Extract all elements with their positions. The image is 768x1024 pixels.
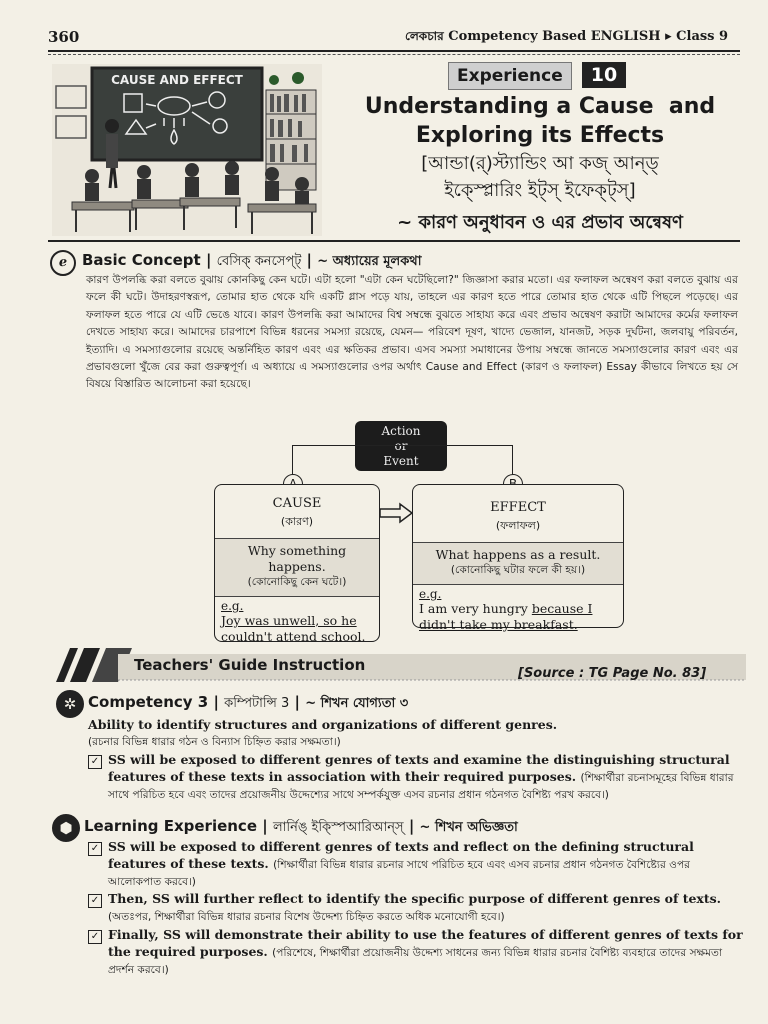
learning-experience-icon: ⬢ bbox=[52, 814, 80, 842]
arrow-right-icon bbox=[378, 502, 414, 524]
learning-experience-en: Learning Experience bbox=[84, 817, 257, 835]
cause-desc-1: Why something bbox=[247, 543, 347, 558]
cause-description bbox=[215, 538, 379, 597]
competency-item-bn: (শিক্ষার্থীরা রচনাসমূহের বিভিন্ন ধারার সাথে পরিচিত হবে এবং তাদের প্রয়োজনীয় উদ্দেশ্যের সাথে সম্পর্কযুক্ত এসব রচনার প্রধান গঠনগত বৈশিষ্ট্য পরখ করবে।) bbox=[108, 771, 734, 801]
cause-title: CAUSE bbox=[272, 496, 322, 511]
effect-example-1b: because I bbox=[531, 601, 593, 616]
separator: | bbox=[213, 693, 219, 711]
effect-example bbox=[413, 585, 623, 635]
learning-item-en: SS will be exposed to different genres of texts and reflect on the defining structural features of these texts. bbox=[108, 839, 694, 871]
effect-title-bn: (ফলাফল) bbox=[495, 519, 541, 532]
cause-example-1: Joy was unwell, so he bbox=[221, 613, 357, 628]
learning-item bbox=[108, 891, 744, 925]
effect-desc-1: What happens as a result. bbox=[435, 547, 601, 562]
effect-description bbox=[413, 542, 623, 585]
effect-title: EFFECT bbox=[490, 500, 546, 515]
effect-example-2: didn't take my breakfast. bbox=[419, 617, 578, 632]
basic-concept-heading bbox=[82, 251, 422, 273]
connector-line bbox=[292, 445, 512, 446]
basic-concept-bn: বেসিক্ কনসেপ্ট্ bbox=[216, 254, 302, 269]
board-title: CAUSE AND EFFECT bbox=[111, 73, 243, 87]
page-number: 360 bbox=[48, 28, 80, 46]
experience-label: Experience bbox=[448, 62, 572, 90]
classroom-illustration bbox=[52, 64, 322, 236]
basic-concept-icon: ℯ bbox=[50, 250, 76, 276]
learning-item-bn: (পরিশেষে, শিক্ষার্থীরা প্রয়োজনীয় উদ্দেশ্য সাধনের জন্য বিভিন্ন ধারার রচনার বৈশিষ্ট্য ব্যবহারে তাদের সক্ষমতা প্রদর্শন করবে।) bbox=[108, 946, 723, 976]
learning-item bbox=[108, 839, 744, 891]
effect-desc-bn: (কোনোকিছু ঘটার ফলে কী হয়।) bbox=[450, 564, 586, 576]
action-event-box: Action or Event bbox=[355, 421, 447, 471]
competency-item bbox=[108, 752, 744, 804]
title-rule bbox=[48, 240, 740, 242]
basic-concept-bn2: ~ অধ্যায়ের মূলকথা bbox=[317, 254, 422, 269]
learning-item-bn: (অতঃপর, শিক্ষার্থীরা বিভিন্ন ধারার রচনার বিশেষ উদ্দেশ্য চিহ্নিত করতে অধিক মনোযোগী হবে।) bbox=[108, 910, 505, 923]
learning-item-bn: (শিক্ষার্থীরা বিভিন্ন ধারার রচনার সাথে পরিচিত হবে এবং এসব রচনার প্রধান গঠনগত বৈশিষ্ট্যের ওপর আলোকপাত করবে।) bbox=[108, 858, 690, 888]
checkbox-icon: ✓ bbox=[88, 842, 102, 856]
competency-heading bbox=[88, 693, 408, 715]
learning-item-en: Finally, SS will demonstrate their ability to use the features of different genres of texts for the required purposes. bbox=[108, 927, 743, 959]
separator: | bbox=[262, 817, 268, 835]
running-header bbox=[405, 28, 728, 48]
effect-eg-label: e.g. bbox=[419, 587, 442, 601]
learning-experience-bn: লার্নিঙ্ ইক্স্পিআরিআন্স্ bbox=[272, 820, 404, 835]
lesson-title-line1: Understanding a Cause and bbox=[364, 94, 716, 119]
effect-example-1 bbox=[419, 601, 617, 617]
learning-item-en: Then, SS will further reflect to identify the specific purpose of different genres of texts. bbox=[108, 891, 722, 906]
lesson-subtitle-bn: ~ কারণ অনুধাবন ও এর প্রভাব অন্বেষণ bbox=[397, 212, 683, 233]
cause-example-2: couldn't attend school. bbox=[221, 629, 366, 644]
connector-left bbox=[292, 445, 293, 475]
checkbox-icon: ✓ bbox=[88, 755, 102, 769]
class-label: Class 9 bbox=[676, 29, 729, 44]
separator: | bbox=[294, 693, 300, 711]
separator: | bbox=[205, 251, 212, 269]
arrow-icon: ▸ bbox=[665, 29, 672, 44]
lesson-title-line2: Exploring its Effects bbox=[415, 123, 665, 148]
connector-right bbox=[512, 445, 513, 475]
cause-box bbox=[214, 484, 380, 642]
competency-ability: Ability to identify structures and organizations of different genres. bbox=[88, 717, 558, 732]
competency-bn2: ~ শিখন যোগ্যতা ৩ bbox=[305, 696, 409, 711]
cause-desc-2: happens. bbox=[268, 559, 326, 574]
effect-example-1a: I am very hungry bbox=[419, 601, 532, 616]
competency-ability-bn: (রচনার বিভিন্ন ধারার গঠন ও বিন্যাস চিহ্নিত করার সক্ষমতা।) bbox=[88, 736, 341, 748]
header-rule-dashed bbox=[48, 54, 740, 55]
experience-number: 10 bbox=[582, 62, 626, 88]
separator: | bbox=[408, 817, 415, 835]
cause-desc-bn: (কোনোকিছু কেন ঘটে।) bbox=[247, 576, 347, 588]
pronunciation bbox=[330, 150, 750, 204]
learning-experience-heading bbox=[84, 817, 518, 839]
pronunciation-line2: ইক্স্প্লোরিং ইট্স্ ইফেক্ট্স্] bbox=[444, 180, 636, 201]
cause-example bbox=[215, 597, 379, 647]
effect-box bbox=[412, 484, 624, 632]
separator: | bbox=[306, 251, 313, 269]
book-title: Competency Based ENGLISH bbox=[448, 29, 661, 44]
teachers-guide-source: [Source : TG Page No. 83] bbox=[518, 666, 707, 681]
teachers-guide-heading: Teachers' Guide Instruction bbox=[134, 656, 366, 674]
learning-item bbox=[108, 927, 744, 979]
book-brand: লেকচার bbox=[405, 29, 444, 43]
competency-bn: কম্পিটান্সি 3 bbox=[224, 696, 290, 711]
checkbox-icon: ✓ bbox=[88, 894, 102, 908]
cause-eg-label: e.g. bbox=[221, 599, 244, 613]
checkbox-icon: ✓ bbox=[88, 930, 102, 944]
cause-title-bn: (কারণ) bbox=[280, 515, 314, 528]
competency-en: Competency 3 bbox=[88, 693, 209, 711]
competency-icon: ✲ bbox=[56, 690, 84, 718]
header-rule bbox=[48, 50, 740, 52]
basic-concept-en: Basic Concept bbox=[82, 251, 201, 269]
lesson-title bbox=[330, 92, 750, 150]
basic-concept-paragraph: কারণ উপলব্ধি করা বলতে বুঝায় কোনকিছু কেন ঘটে। এটা হলো "এটা কেন ঘটেছিলো?" জিজ্ঞাসা করার মতো। এর ফলাফল অন্বেষণ করা বলতে বুঝায় এর ফলে কী ঘটে। উদাহরণস্বরূপ, তোমার হাত থেকে যদি একটি গ্লাস পড়ে যায়, তাহলে এর কারণ হতে পারে তোমার হাত থেকে এটি পিছলে পড়েছে। এর ফলাফল হতে পারে যে এটি ভেঙে যাবে। কারণ উপলব্ধি করা আমাদের বিশ্ব সম্বন্ধে বুঝতে সাহায্য করে এবং প্রভাব অন্বেষণ করাটা আমাদের কর্মের ফলাফল দেখতে সাহায্য করে। আমাদের চারপাশে বিভিন্ন ধরনের সমস্যা রয়েছে, যেমন— পরিবেশ দূষণ, খাদ্যে ভেজাল, যানজট, সড়ক দুর্ঘটনা, জলবায়ু পরিবর্তন, ইত্যাদি। এ সমস্যাগুলোর রয়েছে অন্তর্নিহিত কারণ এবং এর ক্ষতিকর প্রভাব। এসব সমস্যা সমাধানের উপায় সম্বন্ধে জানতে সমস্যাগুলোর কারণ এবং এর প্রভাবগুলো খুঁজে বের করা গুরুত্বপূর্ণ। এ অধ্যায়ে এ সমস্যাগুলোর ওপর অর্থাৎ Cause and Effect (কারণ ও ফলাফল) Essay কীভাবে লিখতে হয় সে বিষয়ে বিস্তারিত আলোচনা করা হয়েছে। bbox=[86, 274, 738, 391]
pronunciation-line1: [আন্ডা(র্)স্ট্যান্ডিং আ কজ্ আন্ড্ bbox=[421, 153, 659, 174]
competency-item-en: SS will be exposed to different genres of texts and examine the distinguishing structural features of these texts in association with their required purposes. bbox=[108, 752, 730, 784]
learning-experience-bn2: ~ শিখন অভিজ্ঞতা bbox=[419, 820, 518, 835]
